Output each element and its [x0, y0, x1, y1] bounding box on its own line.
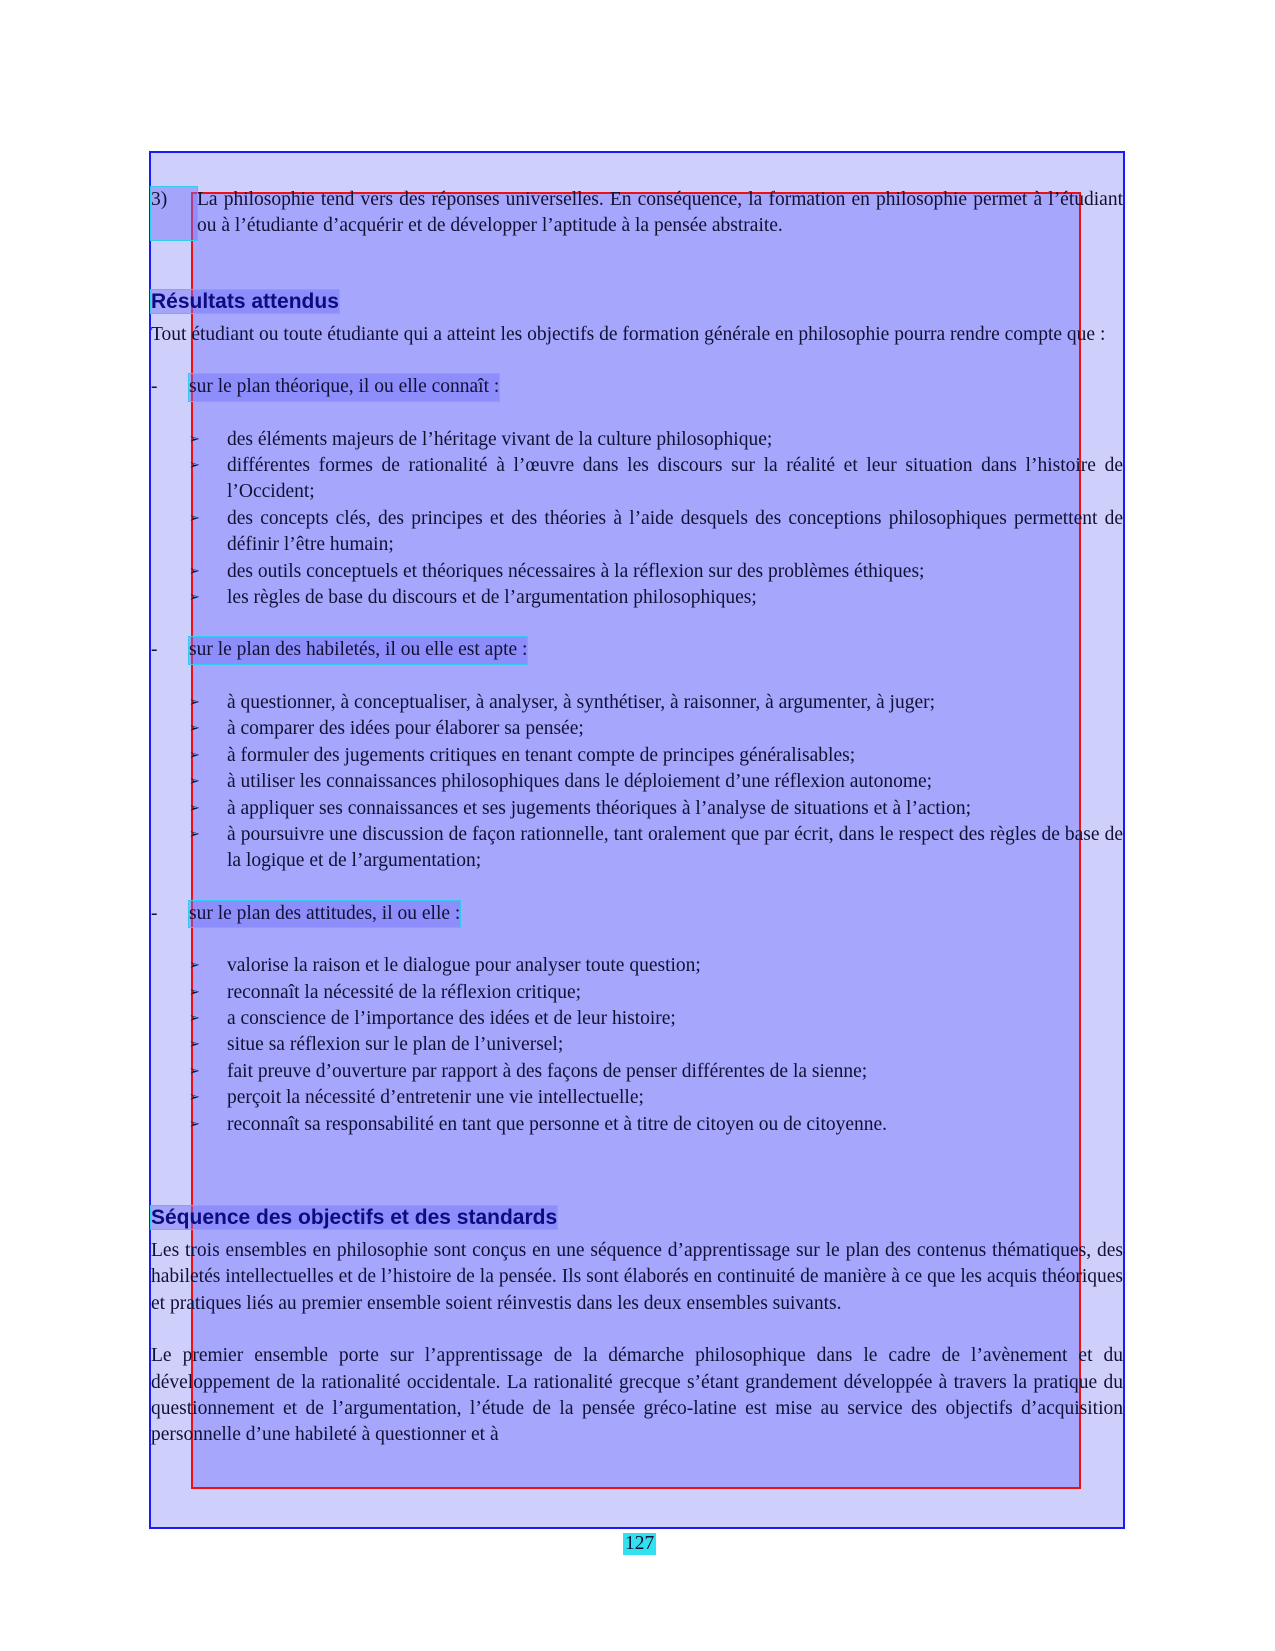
- arrow-bullet-icon: ➢: [189, 747, 200, 763]
- list-item: ➢ à poursuivre une discussion de façon rationnelle, tant oralement que par écrit, dans le respect des règles de base de la logique et de l’argumentation;: [151, 822, 1123, 875]
- list-item: ➢ fait preuve d’ouverture par rapport à des façons de penser différentes de la sienne;: [151, 1059, 1123, 1085]
- list-attitudes: [151, 953, 1123, 1138]
- arrow-bullet-icon: ➢: [189, 826, 200, 842]
- list-item: ➢ les règles de base du discours et de l’argumentation philosophiques;: [151, 585, 1123, 611]
- list-item: ➢ valorise la raison et le dialogue pour analyser toute question;: [151, 953, 1123, 979]
- list-item: ➢ des éléments majeurs de l’héritage vivant de la culture philosophique;: [151, 427, 1123, 453]
- arrow-bullet-icon: ➢: [189, 721, 200, 737]
- arrow-bullet-icon: ➢: [189, 431, 200, 447]
- list-item: ➢ différentes formes de rationalité à l’œuvre dans les discours sur la réalité et leur situation dans l’histoire de l’Occident;: [151, 453, 1123, 506]
- section-heading-resultats: Résultats attendus: [151, 289, 339, 313]
- list-item: ➢ perçoit la nécessité d’entretenir une vie intellectuelle;: [151, 1085, 1123, 1111]
- list-item: ➢ à comparer des idées pour élaborer sa pensée;: [151, 716, 1123, 742]
- numbered-paragraph: [151, 187, 1123, 240]
- list-item: ➢ des concepts clés, des principes et des théories à l’aide desquels des conceptions philosophiques permettent de définir l’être humain;: [151, 506, 1123, 559]
- arrow-bullet-icon: ➢: [189, 1063, 200, 1079]
- arrow-bullet-icon: ➢: [189, 1010, 200, 1026]
- list-item: ➢ reconnaît la nécessité de la réflexion critique;: [151, 980, 1123, 1006]
- arrow-bullet-icon: ➢: [189, 1090, 200, 1106]
- arrow-bullet-icon: ➢: [189, 774, 200, 790]
- list-item: ➢ a conscience de l’importance des idées et de leur histoire;: [151, 1006, 1123, 1032]
- arrow-bullet-icon: ➢: [189, 800, 200, 816]
- list-item: ➢ à formuler des jugements critiques en tenant compte de principes généralisables;: [151, 743, 1123, 769]
- body-paragraph: Les trois ensembles en philosophie sont conçus en une séquence d’apprentissage sur le plan des contenus thématiques, des habiletés intellectuelles et de l’histoire de la pensée. Ils sont élaborés en continuité de manière à ce que les acquis théoriques et pratiques liés au premier ensemble soient réinvestis dans les deux ensembles suivants.: [151, 1239, 1123, 1314]
- list-item: ➢ à appliquer ses connaissances et ses jugements théoriques à l’analyse de situations et à l’action;: [151, 796, 1123, 822]
- paragraph-text: La philosophie tend vers des réponses universelles. En conséquence, la formation en philosophie permet à l’étudiant ou à l’étudiante d’acquérir et de développer l’aptitude à la pensée abstraite.: [197, 189, 1123, 237]
- section-heading-sequence: Séquence des objectifs et des standards: [151, 1205, 558, 1229]
- arrow-bullet-icon: ➢: [189, 590, 200, 606]
- list-habiletes: [151, 690, 1123, 875]
- list-theorique: [151, 427, 1123, 612]
- list-item: ➢ à questionner, à conceptualiser, à analyser, à synthétiser, à raisonner, à argumenter, à juger;: [151, 690, 1123, 716]
- list-item: ➢ des outils conceptuels et théoriques nécessaires à la réflexion sur des problèmes éthiques;: [151, 559, 1123, 585]
- list-item: ➢ à utiliser les connaissances philosophiques dans le déploiement d’une réflexion autonome;: [151, 769, 1123, 795]
- arrow-bullet-icon: ➢: [189, 1116, 200, 1132]
- group-heading-attitudes: - sur le plan des attitudes, il ou elle :: [151, 901, 1123, 927]
- arrow-bullet-icon: ➢: [189, 1037, 200, 1053]
- arrow-bullet-icon: ➢: [189, 984, 200, 1000]
- arrow-bullet-icon: ➢: [189, 958, 200, 974]
- arrow-bullet-icon: ➢: [189, 694, 200, 710]
- paragraph-number: 3): [151, 187, 197, 240]
- page-content: [151, 187, 1123, 1449]
- group-heading-theorique: - sur le plan théorique, il ou elle connaît :: [151, 374, 1123, 400]
- list-item: ➢ reconnaît sa responsabilité en tant que personne et à titre de citoyen ou de citoyenne.: [151, 1112, 1123, 1138]
- body-paragraph: Le premier ensemble porte sur l’apprentissage de la démarche philosophique dans le cadre de l’avènement et du développement de la rationalité occidentale. La rationalité grecque s’étant grandement développée à travers la pratique du questionnement et de l’argumentation, l’étude de la pensée gréco-latine est mise au service des objectifs d’acquisition personnelle d’une habileté à questionner et à: [151, 1345, 1123, 1446]
- section-intro: Tout étudiant ou toute étudiante qui a atteint les objectifs de formation générale en philosophie pourra rendre compte que :: [151, 323, 1106, 345]
- page-number: 127: [625, 1533, 655, 1554]
- list-item: ➢ situe sa réflexion sur le plan de l’universel;: [151, 1032, 1123, 1058]
- arrow-bullet-icon: ➢: [189, 458, 200, 474]
- arrow-bullet-icon: ➢: [189, 510, 200, 526]
- group-heading-habiletes: - sur le plan des habiletés, il ou elle est apte :: [151, 637, 1123, 663]
- arrow-bullet-icon: ➢: [189, 563, 200, 579]
